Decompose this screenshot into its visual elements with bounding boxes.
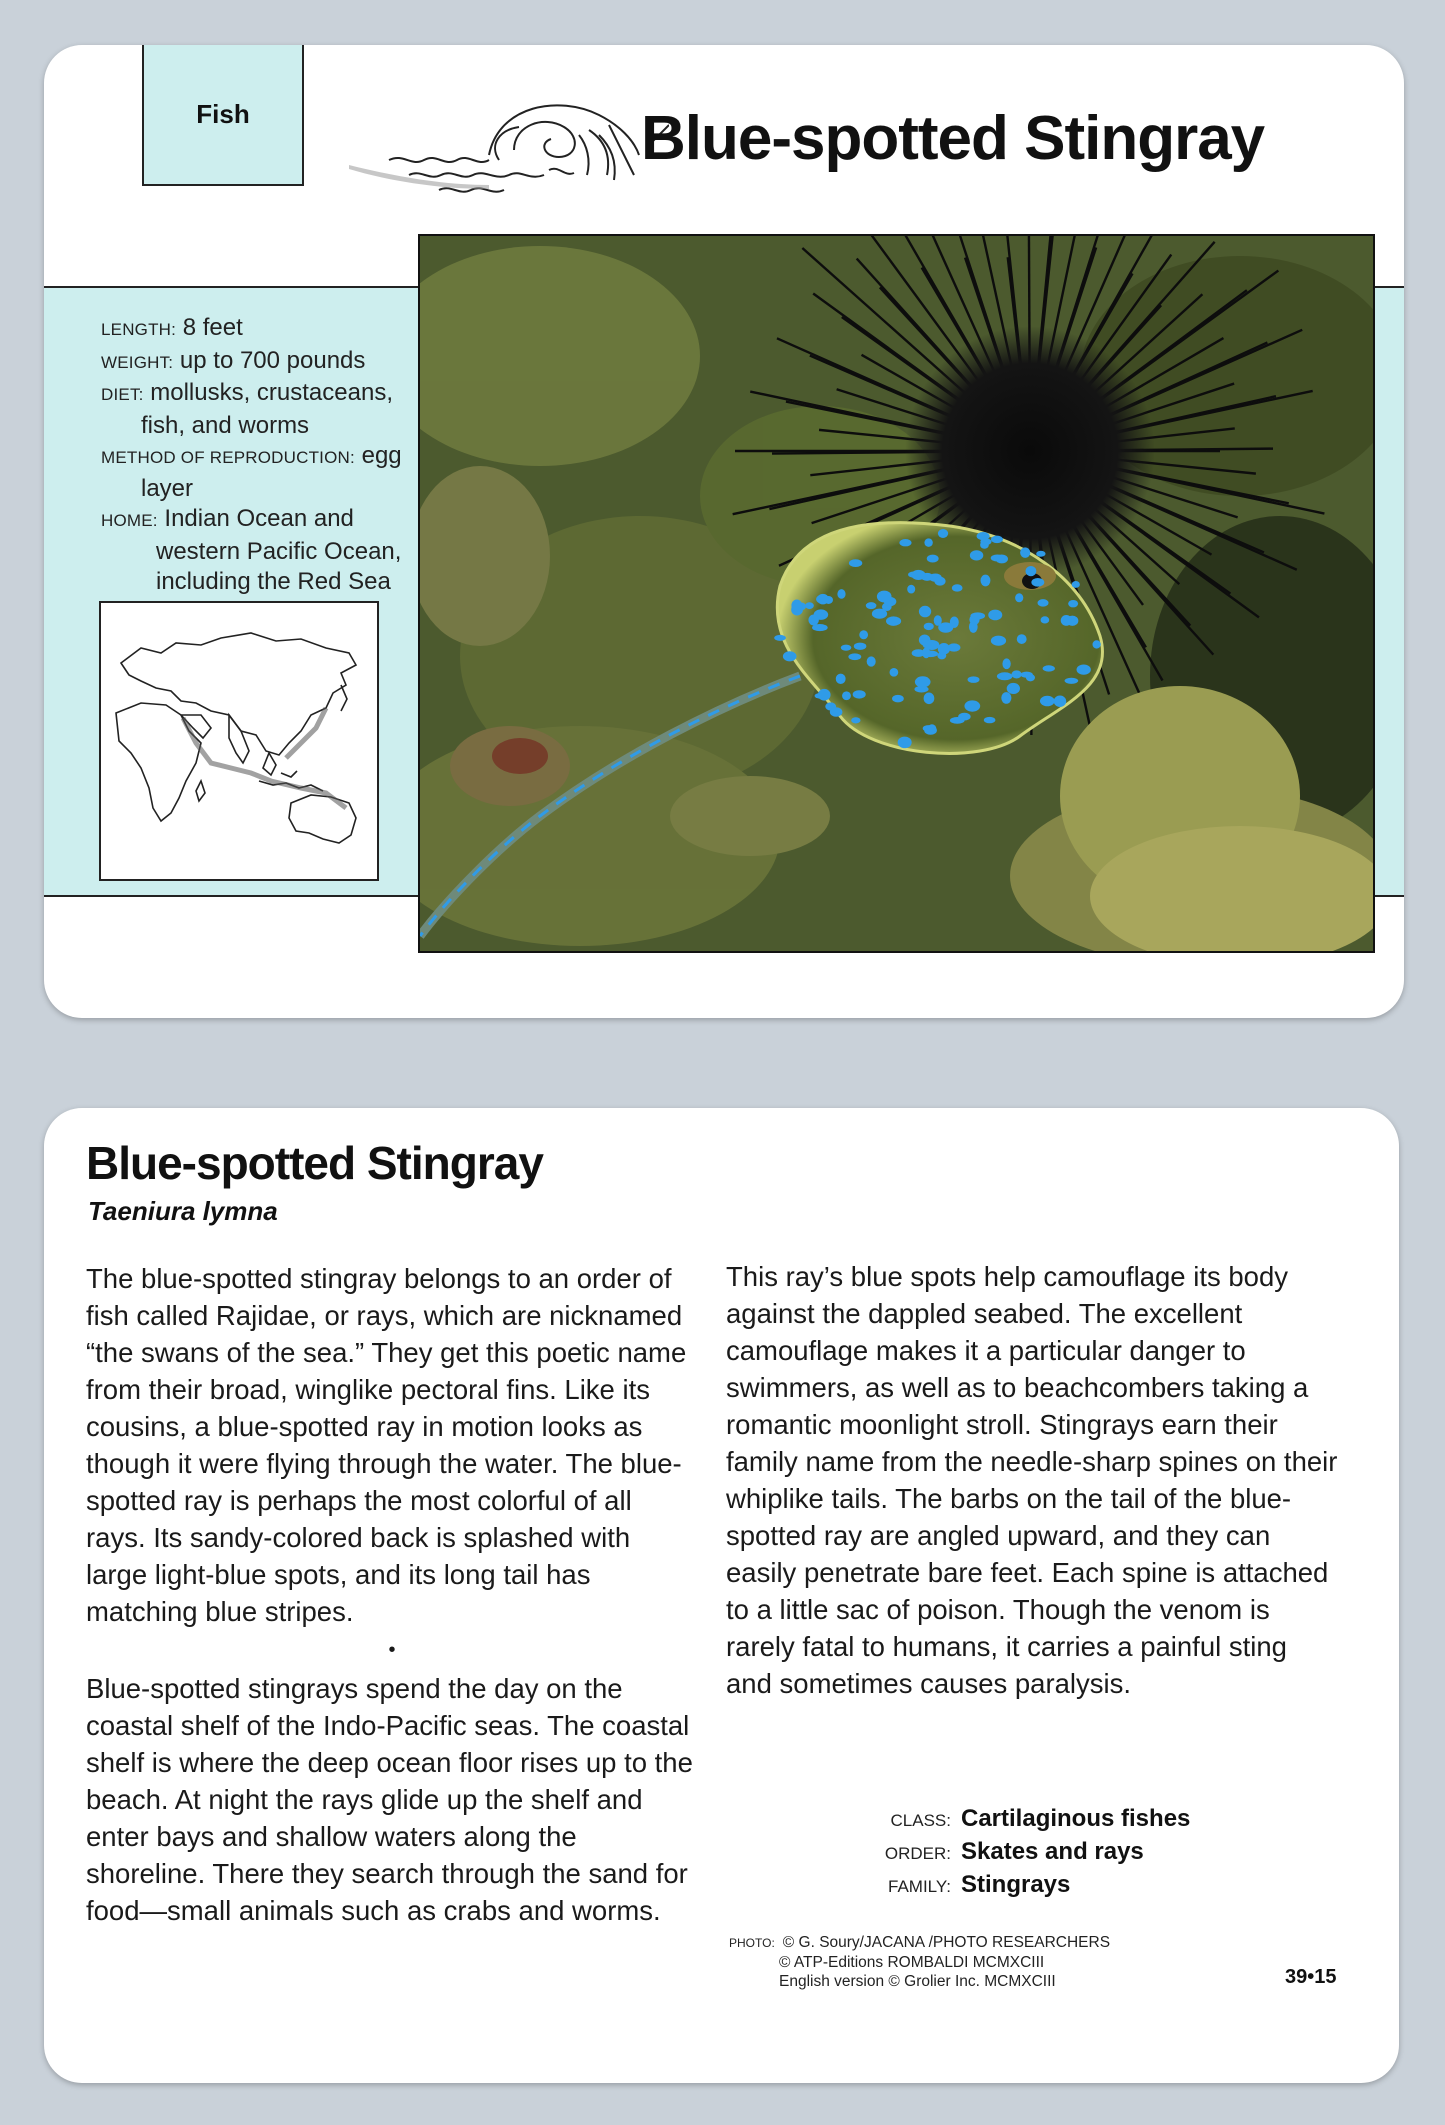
photo-illustration	[420, 236, 1373, 951]
credit-line: © G. Soury/JACANA /PHOTO RESEARCHERS	[782, 1934, 1111, 1951]
back-title: Blue-spotted Stingray	[86, 1137, 543, 1189]
paragraph: This ray’s blue spots help camouflage its body against the dappled seabed. The excellent camouflage makes it a particular danger to swimmers, as well as to beachcombers taking a romantic moonlight stroll. Stingrays earn their family name from the needle-sharp spines on their whiplike tails. The barbs on the tail of the blue-spotted ray are angled upward, and they can easily penetrate bare feet. Each spine is attached to a little sac of poison. Though the venom is rarely fatal to humans, it carries a painful sting and sometimes causes paralysis.	[726, 1261, 1338, 1699]
fact-label: DIET:	[101, 385, 144, 404]
taxonomy-label: FAMILY:	[888, 1877, 951, 1896]
taxonomy-family	[879, 1869, 1190, 1902]
fact-value: Indian Ocean and	[164, 505, 354, 532]
fact-value: including the Red Sea	[156, 568, 391, 595]
category-tab	[142, 45, 304, 186]
credit-line: © ATP-Editions ROMBALDI MCMXCIII	[779, 1954, 1045, 1971]
fact-label: METHOD OF REPRODUCTION:	[101, 448, 355, 467]
taxonomy-value: Cartilaginous fishes	[961, 1805, 1191, 1832]
fact-value: layer	[141, 474, 194, 502]
fact-home	[101, 504, 411, 598]
world-map-icon	[101, 603, 377, 879]
paragraph: The blue-spotted stingray belongs to an order of fish called Rajidae, or rays, which are nicknamed “the swans of the sea.” They get this poetic name from their broad, winglike pectoral fins. Like its cousins, a blue-spotted ray in motion looks as though it were flying through the water. The blue-spotted ray is perhaps the most colorful of all rays. Its sandy-colored back is splashed with large light-blue spots, and its long tail has matching blue stripes.	[86, 1263, 687, 1627]
fact-label: LENGTH:	[101, 320, 177, 339]
card-front	[44, 45, 1404, 1018]
taxonomy-value: Skates and rays	[961, 1838, 1144, 1865]
fact-value: mollusks, crustaceans,	[150, 379, 393, 406]
text-column-left	[86, 1260, 698, 1929]
fact-list	[101, 313, 411, 598]
fact-weight	[101, 346, 411, 379]
fact-value: western Pacific Ocean,	[156, 537, 402, 565]
fact-label: WEIGHT:	[101, 352, 174, 372]
taxonomy-class	[879, 1803, 1190, 1836]
bullet-separator: •	[388, 1639, 396, 1661]
text-column-right	[726, 1258, 1338, 1702]
fact-length	[101, 313, 411, 346]
fact-value: 8 feet	[182, 314, 243, 341]
taxonomy	[879, 1803, 1190, 1902]
category-label: Fish	[196, 99, 250, 129]
card-number: 39•15	[1285, 1966, 1337, 1988]
fact-label: HOME:	[101, 511, 158, 530]
range-map	[99, 601, 379, 881]
stingray-photo	[418, 234, 1375, 953]
fact-value: up to 700 pounds	[179, 346, 366, 374]
card-title: Blue-spotted Stingray	[641, 104, 1265, 173]
fact-value: fish, and worms	[141, 411, 310, 439]
wave-icon	[349, 85, 669, 205]
taxonomy-label: CLASS:	[890, 1811, 951, 1830]
photo-label: PHOTO:	[729, 1936, 775, 1950]
taxonomy-label: ORDER:	[884, 1844, 951, 1863]
fact-value: egg	[361, 442, 402, 469]
scientific-name: Taeniura lymna	[88, 1196, 278, 1226]
taxonomy-value: Stingrays	[961, 1871, 1071, 1898]
paragraph: Blue-spotted stingrays spend the day on the coastal shelf of the Indo-Pacific seas. The coastal shelf is where the deep ocean floor rises up to the beach. At night the rays glide up the shelf and enter bays and shallow waters along the shoreline. There they search through the sand for food—small animals such as crabs and worms.	[86, 1673, 693, 1926]
card-back	[44, 1108, 1399, 2083]
fact-diet	[101, 378, 411, 441]
photo-credits	[729, 1933, 1110, 1991]
taxonomy-order	[879, 1836, 1190, 1869]
credit-line: English version © Grolier Inc. MCMXCIII	[779, 1973, 1056, 1990]
fact-reproduction	[101, 441, 411, 504]
